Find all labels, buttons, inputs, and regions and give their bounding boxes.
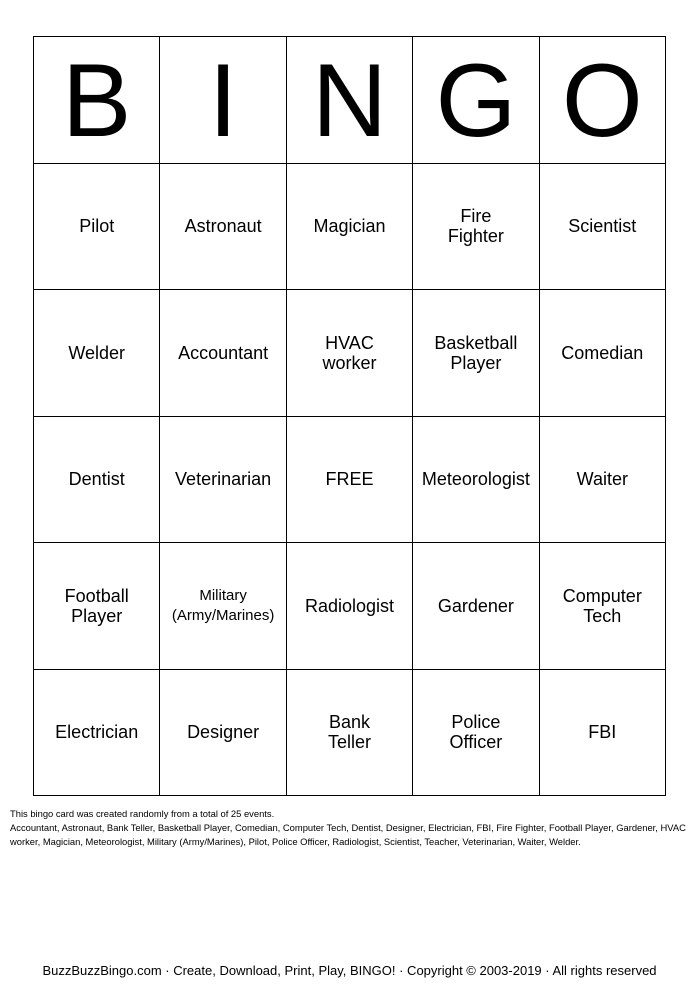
bingo-cell: Magician [287, 164, 413, 291]
bingo-cell: Military (Army/Marines) [160, 543, 286, 670]
page-footer: BuzzBuzzBingo.com · Create, Download, Print, Play, BINGO! · Copyright © 2003-2019 · All rights reserved [42, 963, 657, 978]
bingo-cell: Pilot [34, 164, 160, 291]
bingo-cell: Designer [160, 670, 286, 797]
event-list: Accountant, Astronaut, Bank Teller, Basketball Player, Comedian, Computer Tech, Dentist, Designer, Electrician, FBI, Fire Fighter, Football Player, Gardener, HVAC worker, Magician, Meteorologist, Military (Army/Marines), Pilot, Police Officer, Radiologist, Scientist, Teacher, Veterinarian, Waiter, Welder. [10, 822, 686, 847]
bingo-cell: Electrician [34, 670, 160, 797]
bingo-cell: Scientist [540, 164, 666, 291]
header-letter-i: I [160, 37, 286, 164]
header-letter-o: O [540, 37, 666, 164]
bingo-cell: Football Player [34, 543, 160, 670]
bingo-cell: FBI [540, 670, 666, 797]
bingo-cell: Accountant [160, 290, 286, 417]
bingo-cell: Basketball Player [413, 290, 539, 417]
bingo-cell: HVAC worker [287, 290, 413, 417]
generation-note: This bingo card was created randomly from a total of 25 events. [10, 808, 275, 819]
bingo-cell: Veterinarian [160, 417, 286, 544]
bingo-cell: Waiter [540, 417, 666, 544]
bingo-card [33, 36, 666, 796]
header-letter-b: B [34, 37, 160, 164]
bingo-cell: Fire Fighter [413, 164, 539, 291]
bingo-cell: Police Officer [413, 670, 539, 797]
header-letter-g: G [413, 37, 539, 164]
header-letter-n: N [287, 37, 413, 164]
bingo-cell: Bank Teller [287, 670, 413, 797]
bingo-cell: Gardener [413, 543, 539, 670]
card-info [10, 807, 694, 849]
bingo-cell: Welder [34, 290, 160, 417]
bingo-cell: Dentist [34, 417, 160, 544]
bingo-cell: Radiologist [287, 543, 413, 670]
free-space-cell: FREE [287, 417, 413, 544]
bingo-cell: Meteorologist [413, 417, 539, 544]
bingo-cell: Astronaut [160, 164, 286, 291]
bingo-cell: Comedian [540, 290, 666, 417]
bingo-cell: Computer Tech [540, 543, 666, 670]
